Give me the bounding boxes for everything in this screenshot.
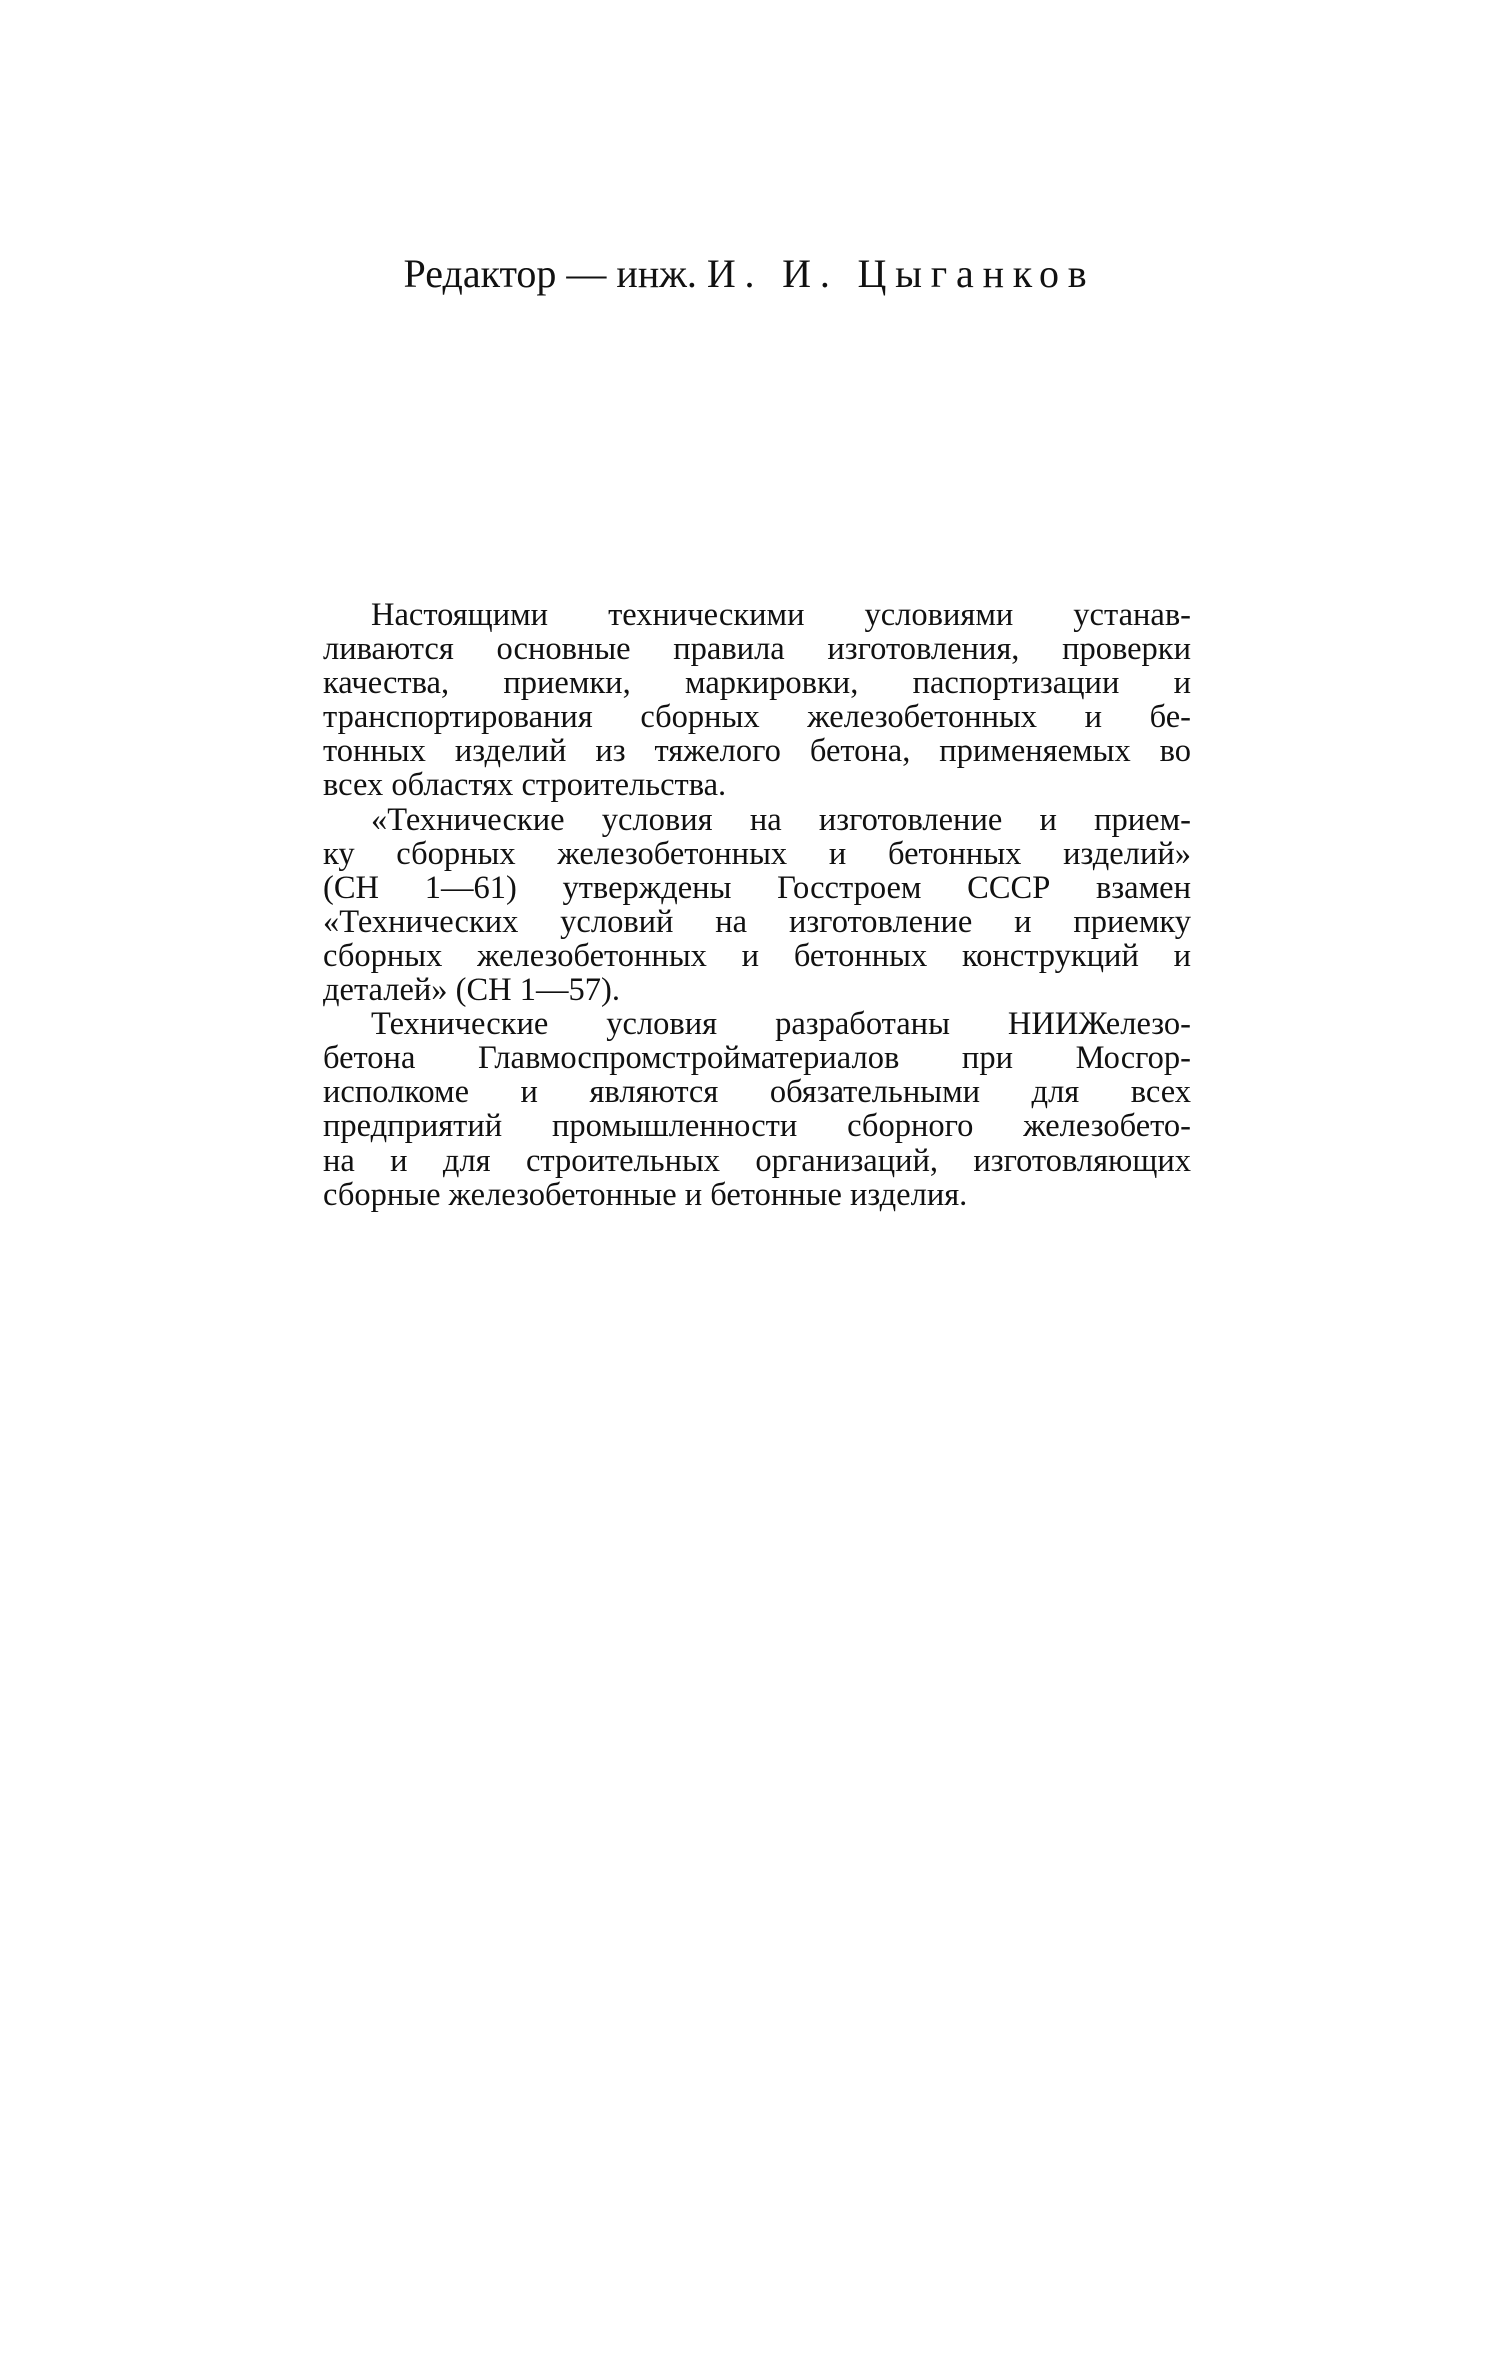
text-line: (СН 1—61) утверждены Госстроем СССР взамен: [323, 869, 1191, 906]
text-line: всех областях строительства.: [323, 767, 727, 804]
text-line: качества, приемки, маркировки, паспортизации и: [323, 665, 1191, 702]
paragraph-developer: [323, 1007, 1191, 1212]
editor-label: Редактор — инж.: [403, 251, 697, 296]
text-line: тонных изделий из тяжелого бетона, применяемых во: [323, 733, 1191, 770]
text-line: бетона Главмоспромстройматериалов при Мосгор-: [323, 1040, 1191, 1077]
editor-name: И. И. Цыганков: [706, 251, 1096, 296]
text-line: деталей» (СН 1—57).: [323, 972, 620, 1009]
text-line: сборных железобетонных и бетонных конструкций и: [323, 937, 1191, 974]
text-line: «Технические условия на изготовление и прием-: [371, 801, 1191, 838]
editor-credit: [0, 248, 1499, 300]
text-line: ку сборных железобетонных и бетонных изделий»: [323, 835, 1191, 872]
text-line: предприятий промышленности сборного железобето-: [323, 1108, 1191, 1145]
text-block: [323, 598, 1191, 1212]
text-line: транспортирования сборных железобетонных и бе-: [323, 699, 1191, 736]
text-line: ливаются основные правила изготовления, проверки: [323, 631, 1191, 668]
text-line: Настоящими техническими условиями устанав-: [371, 597, 1191, 633]
text-line: исполкоме и являются обязательными для всех: [323, 1074, 1191, 1111]
text-line: на и для строительных организаций, изготовляющих: [323, 1142, 1191, 1179]
text-line: Технические условия разработаны НИИЖелезо-: [371, 1006, 1191, 1043]
paragraph-scope: [323, 598, 1191, 803]
text-line: сборные железобетонные и бетонные изделия.: [323, 1176, 968, 1213]
paragraph-approval: [323, 803, 1191, 1008]
text-line: «Технических условий на изготовление и приемку: [323, 903, 1191, 940]
